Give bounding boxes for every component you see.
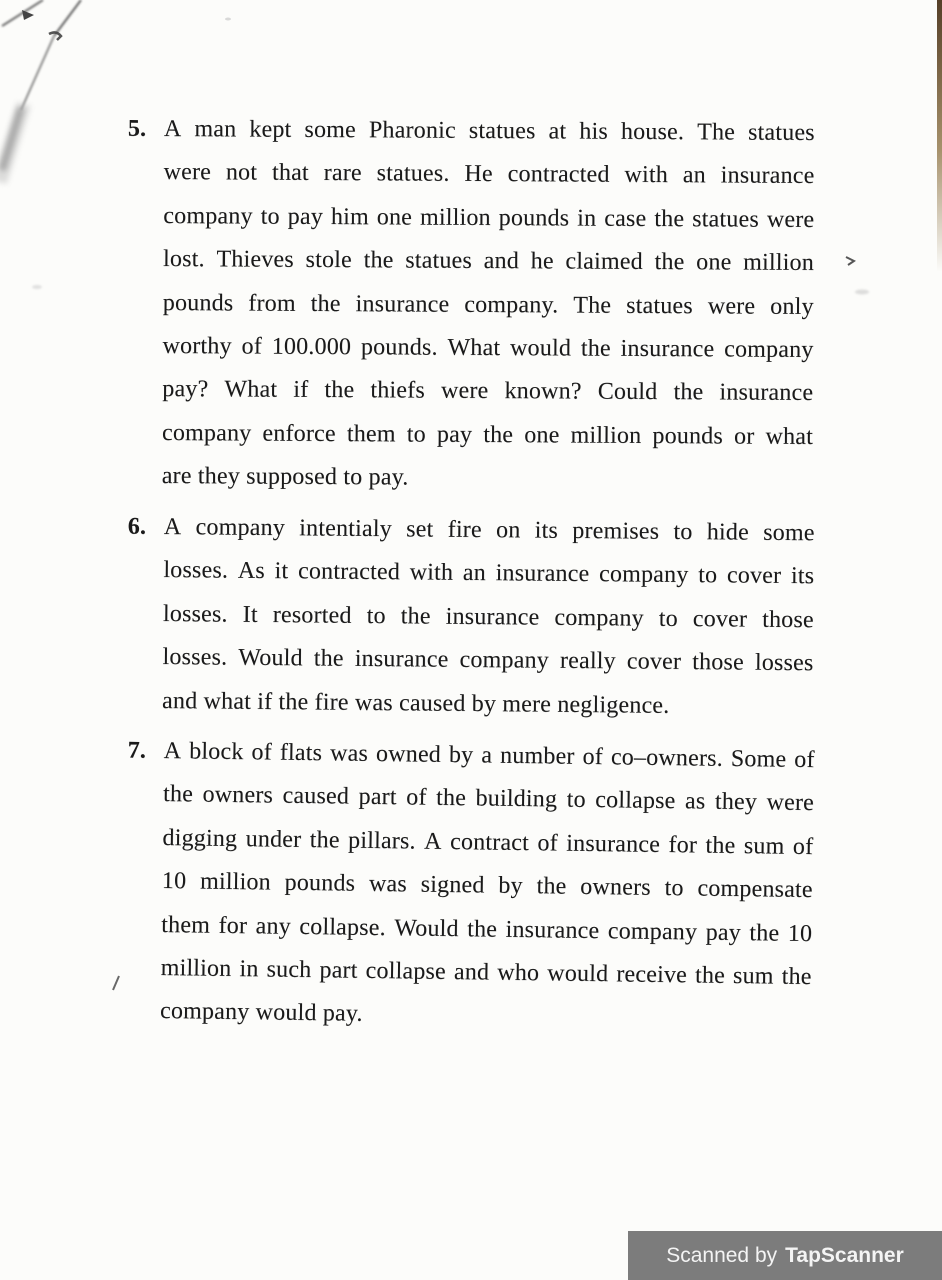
text-line: losses. It resorted to the insurance company to cover those <box>162 600 814 633</box>
question-text <box>160 730 815 1043</box>
page-edge-shadow <box>937 0 942 272</box>
question-number: 6. <box>127 513 147 540</box>
text-line: and what if the fire was caused by mere negligence. <box>162 687 670 719</box>
question-text <box>162 506 815 729</box>
scratch-line-icon <box>2 0 43 26</box>
text-line: digging under the pillars. A contract of insurance for the sum of <box>162 824 814 860</box>
text-line: company to pay him one million pounds in case the statues were <box>163 202 815 233</box>
text-line: losses. Would the insurance company really cover those losses <box>162 643 814 677</box>
stray-tick-mark-icon <box>846 257 854 265</box>
text-line: pounds from the insurance company. The statues were only <box>162 289 814 320</box>
text-line: company would pay. <box>159 998 363 1027</box>
graphite-smudge-icon <box>2 108 21 170</box>
text-line: them for any collapse. Would the insurance company pay the 10 <box>161 911 813 947</box>
stray-slash-mark-icon <box>113 976 119 990</box>
scratch-line-icon <box>54 0 81 36</box>
scratch-line-icon <box>21 36 54 110</box>
question-number: 5. <box>127 115 147 142</box>
text-line: 10 million pounds was signed by the owners to compensate <box>161 867 813 903</box>
text-line: pay? What if the thiefs were known? Could the insurance <box>162 376 814 407</box>
text-line: worthy of 100.000 pounds. What would the insurance company <box>162 333 814 364</box>
tapscanner-watermark <box>628 1231 942 1280</box>
graphite-smudge-icon <box>0 104 24 182</box>
scratch-hook-mark-icon <box>49 32 61 40</box>
question-item <box>127 506 815 729</box>
question-number: 7. <box>127 737 147 764</box>
document-text <box>127 108 815 1041</box>
text-line: lost. Thieves stole the statues and he claimed the one million <box>162 246 815 277</box>
text-line: company enforce them to pay the one million pounds or what <box>161 419 814 450</box>
text-line: losses. As it contracted with an insurance company to cover its <box>163 557 815 590</box>
text-line: the owners caused part of the building to collapse as they were <box>162 781 815 817</box>
faint-dot-icon <box>225 18 231 21</box>
text-line: are they supposed to pay. <box>161 463 409 491</box>
question-item <box>127 108 815 503</box>
question-text <box>162 108 815 503</box>
text-line: million in such part collapse and who would receive the sum the <box>160 954 812 990</box>
scratch-arrow-mark-icon <box>22 10 34 20</box>
text-line: A man kept some Pharonic statues at his house. The statues <box>163 115 815 146</box>
text-line: A block of flats was owned by a number of co–owners. Some of <box>163 737 815 773</box>
question-item <box>127 730 815 1043</box>
watermark-brand: TapScanner <box>785 1243 904 1267</box>
watermark-prefix: Scanned by <box>666 1243 778 1267</box>
faint-smudge-icon <box>32 285 42 289</box>
text-line: were not that rare statues. He contracted with an insurance <box>163 159 815 190</box>
faint-smudge-icon <box>855 290 869 295</box>
text-line: A company intentialy set fire on its premises to hide some <box>163 513 815 546</box>
